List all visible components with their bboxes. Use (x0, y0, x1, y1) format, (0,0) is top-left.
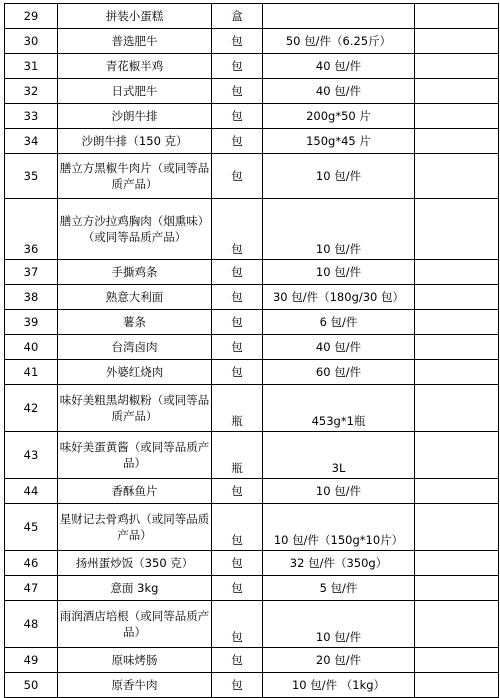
spec-cell: 150g*45 片 (263, 129, 415, 154)
unit-cell: 包 (212, 104, 263, 129)
empty-cell (415, 479, 499, 504)
table-row (5, 673, 499, 698)
spec-cell: 30 包/件（180g/30 包） (263, 285, 415, 310)
unit-cell: 包 (212, 479, 263, 504)
table-row (5, 129, 499, 154)
row-number: 45 (5, 504, 58, 551)
product-name: 手撕鸡条 (58, 260, 212, 285)
table-row (5, 335, 499, 360)
product-name: 沙朗牛排 (58, 104, 212, 129)
row-number: 46 (5, 551, 58, 576)
unit-cell: 包 (212, 260, 263, 285)
unit-cell: 包 (212, 648, 263, 673)
unit-cell: 包 (212, 129, 263, 154)
product-name: 膳立方黑椒牛肉片（或同等品质产品） (58, 154, 212, 199)
row-number: 32 (5, 79, 58, 104)
table-row (5, 54, 499, 79)
unit-cell: 包 (212, 504, 263, 551)
unit-cell: 包 (212, 54, 263, 79)
table-row (5, 576, 499, 601)
table-row (5, 285, 499, 310)
unit-cell: 包 (212, 335, 263, 360)
unit-cell: 包 (212, 601, 263, 648)
product-table (4, 3, 499, 698)
product-name: 沙朗牛排（150 克） (58, 129, 212, 154)
empty-cell (415, 154, 499, 199)
table-row (5, 310, 499, 335)
empty-cell (415, 335, 499, 360)
empty-cell (415, 79, 499, 104)
spec-cell: 60 包/件 (263, 360, 415, 385)
spec-cell: 40 包/件 (263, 335, 415, 360)
spec-cell (263, 4, 415, 29)
spec-cell: 10 包/件 (263, 260, 415, 285)
spec-cell: 20 包/件 (263, 648, 415, 673)
row-number: 49 (5, 648, 58, 673)
spec-cell: 10 包/件 (263, 199, 415, 260)
row-number: 37 (5, 260, 58, 285)
table-row (5, 199, 499, 260)
row-number: 36 (5, 199, 58, 260)
empty-cell (415, 54, 499, 79)
unit-cell: 包 (212, 29, 263, 54)
empty-cell (415, 285, 499, 310)
table-row (5, 154, 499, 199)
unit-cell: 包 (212, 673, 263, 698)
table-row (5, 104, 499, 129)
row-number: 40 (5, 335, 58, 360)
spec-cell: 200g*50 片 (263, 104, 415, 129)
table-row (5, 551, 499, 576)
empty-cell (415, 432, 499, 479)
product-name: 星财记去骨鸡扒（或同等品质产品） (58, 504, 212, 551)
spec-cell: 40 包/件 (263, 79, 415, 104)
empty-cell (415, 551, 499, 576)
unit-cell: 包 (212, 551, 263, 576)
spec-cell: 3L (263, 432, 415, 479)
empty-cell (415, 4, 499, 29)
table-row (5, 29, 499, 54)
row-number: 41 (5, 360, 58, 385)
product-name: 青花椒半鸡 (58, 54, 212, 79)
empty-cell (415, 129, 499, 154)
unit-cell: 包 (212, 79, 263, 104)
table-row (5, 4, 499, 29)
table-row (5, 479, 499, 504)
row-number: 48 (5, 601, 58, 648)
row-number: 31 (5, 54, 58, 79)
spec-cell: 10 包/件（150g*10片） (263, 504, 415, 551)
unit-cell: 包 (212, 199, 263, 260)
empty-cell (415, 504, 499, 551)
empty-cell (415, 648, 499, 673)
product-name: 扬州蛋炒饭（350 克） (58, 551, 212, 576)
row-number: 42 (5, 385, 58, 432)
row-number: 39 (5, 310, 58, 335)
empty-cell (415, 260, 499, 285)
spec-cell: 5 包/件 (263, 576, 415, 601)
spec-cell: 10 包/件 (263, 479, 415, 504)
row-number: 50 (5, 673, 58, 698)
product-name: 膳立方沙拉鸡胸肉（烟熏味）（或同等品质产品） (58, 199, 212, 260)
table-row (5, 79, 499, 104)
product-name: 味好美粗黑胡椒粉（或同等品质产品） (58, 385, 212, 432)
product-name: 意面 3kg (58, 576, 212, 601)
row-number: 30 (5, 29, 58, 54)
unit-cell: 包 (212, 154, 263, 199)
unit-cell: 瓶 (212, 385, 263, 432)
product-name: 原味烤肠 (58, 648, 212, 673)
product-name: 拼装小蛋糕 (58, 4, 212, 29)
row-number: 33 (5, 104, 58, 129)
row-number: 47 (5, 576, 58, 601)
unit-cell: 包 (212, 576, 263, 601)
spec-cell: 40 包/件 (263, 54, 415, 79)
table-row (5, 385, 499, 432)
unit-cell: 包 (212, 285, 263, 310)
empty-cell (415, 310, 499, 335)
table-row (5, 360, 499, 385)
spec-cell: 10 包/件 (263, 154, 415, 199)
spec-cell: 50 包/件（6.25斤） (263, 29, 415, 54)
empty-cell (415, 385, 499, 432)
product-name: 外婆红烧肉 (58, 360, 212, 385)
row-number: 38 (5, 285, 58, 310)
table-row (5, 601, 499, 648)
empty-cell (415, 576, 499, 601)
product-name: 普选肥牛 (58, 29, 212, 54)
spec-cell: 10 包/件 (263, 601, 415, 648)
product-name: 雨润酒店培根（或同等品质产品） (58, 601, 212, 648)
empty-cell (415, 601, 499, 648)
row-number: 35 (5, 154, 58, 199)
unit-cell: 包 (212, 360, 263, 385)
product-name: 台湾卤肉 (58, 335, 212, 360)
unit-cell: 包 (212, 310, 263, 335)
product-name: 薯条 (58, 310, 212, 335)
spec-cell: 453g*1瓶 (263, 385, 415, 432)
row-number: 29 (5, 4, 58, 29)
product-name: 原香牛肉 (58, 673, 212, 698)
empty-cell (415, 360, 499, 385)
table-row (5, 260, 499, 285)
product-name: 日式肥牛 (58, 79, 212, 104)
product-name: 香酥鱼片 (58, 479, 212, 504)
table-row (5, 648, 499, 673)
spec-cell: 6 包/件 (263, 310, 415, 335)
row-number: 43 (5, 432, 58, 479)
empty-cell (415, 104, 499, 129)
table-row (5, 432, 499, 479)
unit-cell: 盒 (212, 4, 263, 29)
table-row (5, 504, 499, 551)
empty-cell (415, 29, 499, 54)
row-number: 44 (5, 479, 58, 504)
product-name: 味好美蛋黄酱（或同等品质产品） (58, 432, 212, 479)
row-number: 34 (5, 129, 58, 154)
empty-cell (415, 673, 499, 698)
empty-cell (415, 199, 499, 260)
product-name: 熟意大利面 (58, 285, 212, 310)
spec-cell: 32 包/件（350g） (263, 551, 415, 576)
unit-cell: 瓶 (212, 432, 263, 479)
spec-cell: 10 包/件 （1kg） (263, 673, 415, 698)
